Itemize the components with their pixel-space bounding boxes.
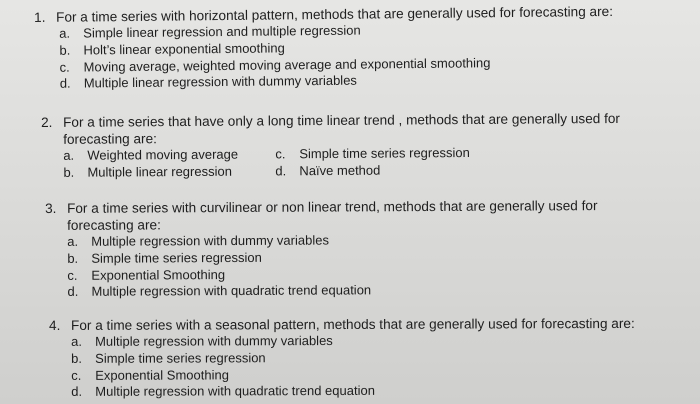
- option-text: Simple time series regression: [95, 350, 266, 366]
- option-b: [71, 349, 649, 368]
- option-text: Multiple regression with dummy variables: [91, 232, 329, 249]
- question-text: For a time series with a seasonal pattern, methods that are generally used for forecasting are:: [71, 315, 635, 333]
- option-d: [275, 162, 380, 180]
- question-text-continued: forecasting are:: [67, 217, 161, 233]
- option-text: Holt’s linear exponential smoothing: [83, 40, 285, 58]
- question-text: For a time series that have only a long time linear trend , methods that are generally used for: [63, 110, 620, 130]
- option-letter: d.: [59, 76, 71, 92]
- question-2: [41, 110, 661, 182]
- option-text: Multiple regression with quadratic trend equation: [91, 282, 372, 300]
- option-letter: b.: [67, 250, 79, 266]
- option-letter: b.: [71, 350, 83, 366]
- question-text: For a time series with curvilinear or non linear trend, methods that are generally used for: [67, 198, 598, 216]
- option-text: Simple time series regression: [299, 145, 470, 162]
- question-4: [49, 315, 649, 401]
- option-letter: c.: [59, 59, 70, 75]
- option-text: Exponential Smoothing: [91, 266, 226, 283]
- option-a: [71, 332, 649, 351]
- option-letter: a.: [67, 233, 79, 249]
- option-letter: c.: [67, 267, 78, 283]
- option-c: [275, 145, 470, 163]
- question-number: 4.: [49, 317, 61, 333]
- option-text: Naïve method: [299, 162, 381, 178]
- option-text: Multiple regression with quadratic trend equation: [95, 383, 375, 400]
- option-letter: b.: [59, 42, 71, 58]
- option-a: [63, 146, 275, 164]
- option-letter: c.: [71, 367, 82, 383]
- option-letter: c.: [275, 146, 286, 162]
- option-grid: [63, 144, 661, 182]
- option-text: Simple time series regression: [91, 249, 262, 266]
- option-list: [71, 332, 649, 401]
- option-list: [67, 231, 645, 301]
- option-letter: a.: [63, 147, 75, 163]
- option-text: Weighted moving average: [87, 146, 239, 163]
- option-text: Multiple regression with dummy variables: [95, 333, 333, 349]
- question-number: 2.: [41, 114, 53, 130]
- option-d: [67, 281, 645, 301]
- question-text-continued: forecasting are:: [63, 131, 157, 147]
- option-text: Multiple linear regression: [87, 163, 232, 180]
- option-letter: d.: [71, 384, 83, 400]
- option-letter: a.: [59, 25, 71, 41]
- option-b: [63, 163, 275, 181]
- option-letter: d.: [275, 163, 287, 179]
- option-list: [59, 19, 675, 93]
- option-c: [71, 365, 649, 384]
- option-letter: a.: [71, 333, 82, 349]
- option-text: Simple linear regression and multiple regression: [83, 22, 361, 41]
- option-letter: d.: [67, 284, 79, 300]
- option-text: Moving average, weighted moving average and exponential smoothing: [83, 54, 491, 75]
- question-text: For a time series with horizontal pattern, methods that are generally used for forecasting are:: [56, 3, 614, 25]
- question-number: 3.: [45, 200, 57, 216]
- option-text: Exponential Smoothing: [95, 366, 229, 383]
- option-letter: b.: [63, 164, 75, 180]
- question-3: [45, 197, 646, 301]
- question-1: [34, 2, 675, 93]
- option-text: Multiple linear regression with dummy variables: [83, 73, 357, 91]
- option-d: [71, 382, 649, 401]
- question-number: 1.: [34, 9, 46, 25]
